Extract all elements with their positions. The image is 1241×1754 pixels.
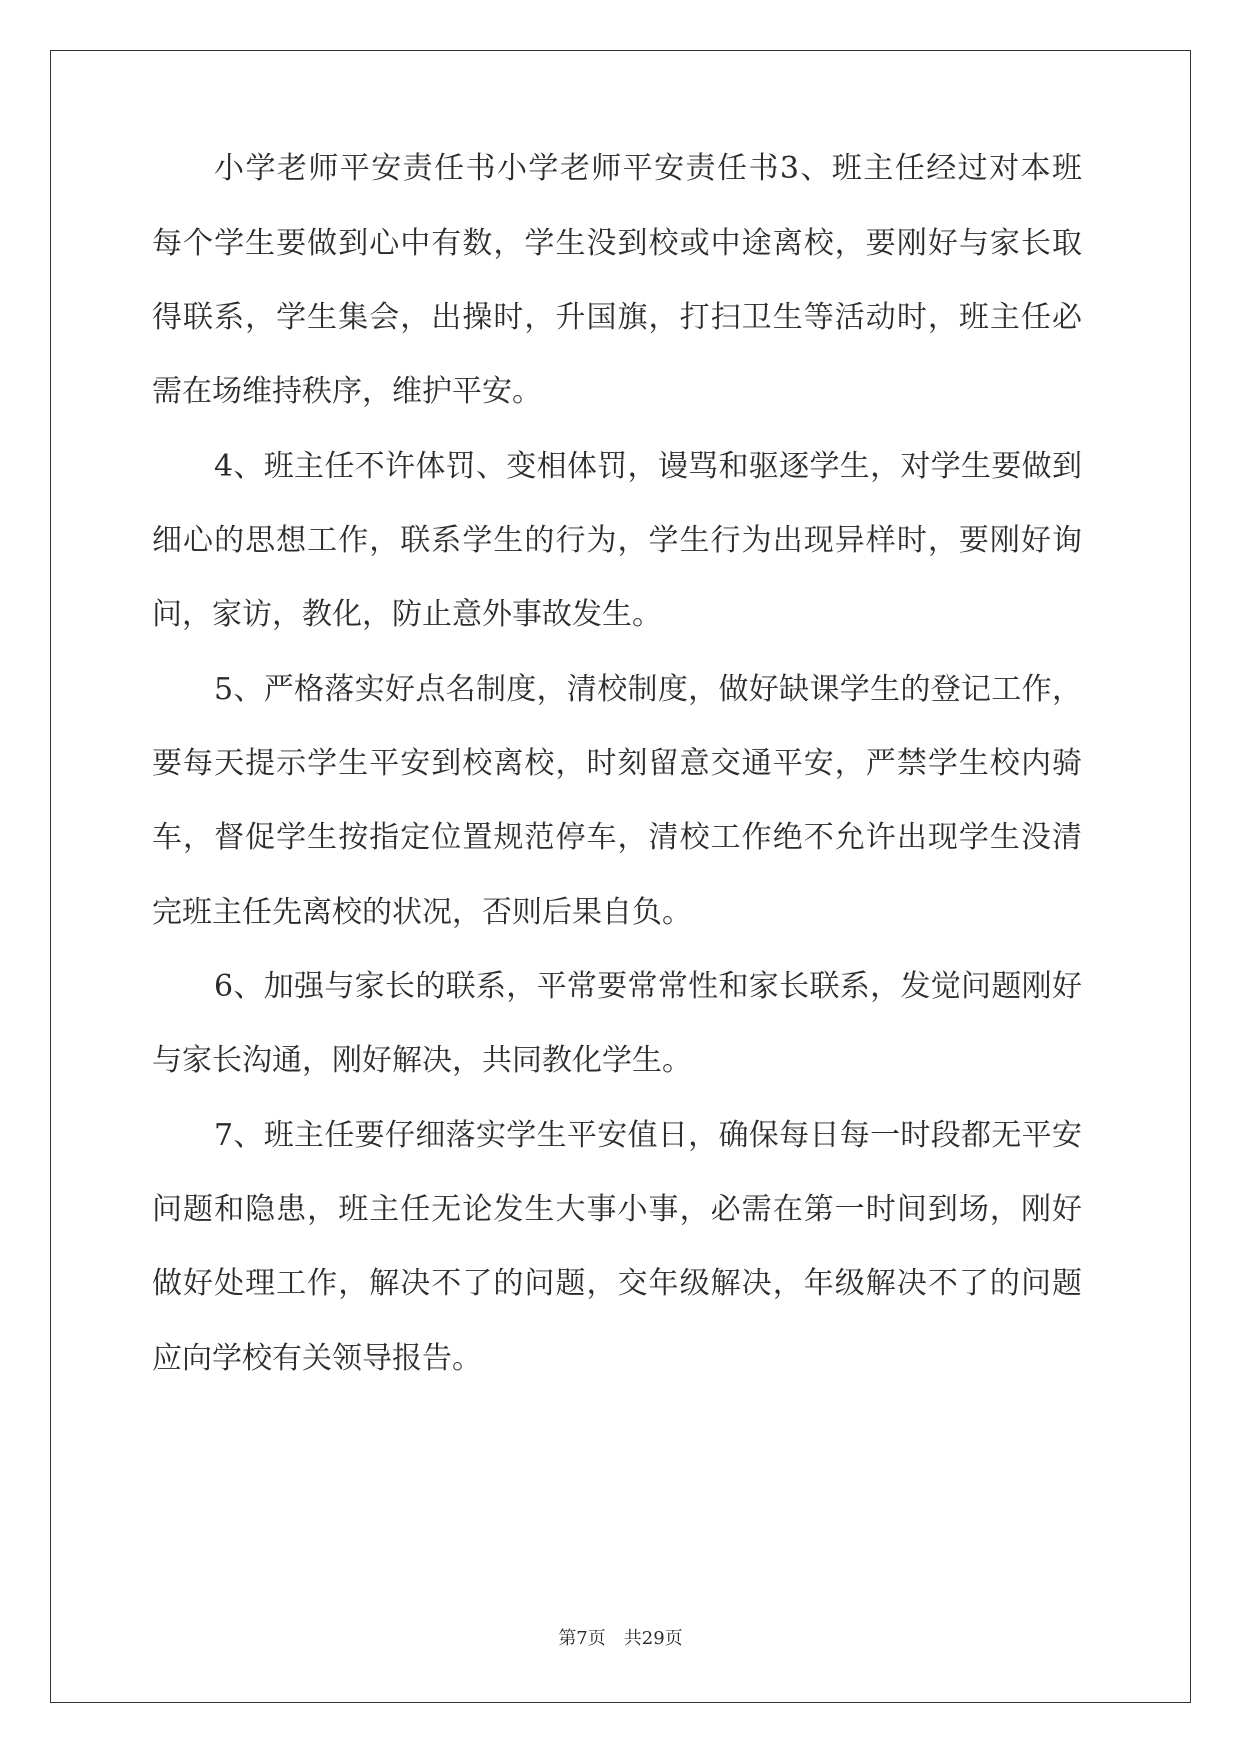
- paragraph-3-line-4: 需在场维持秩序，维护平安。: [152, 374, 542, 409]
- paragraph-7-line-2: 问题和隐患，班主任无论发生大事小事，必需在第一时间到场，刚好: [152, 1192, 1082, 1227]
- page-number: 第7页 共29页: [558, 1628, 683, 1649]
- paragraph-5-line-2: 要每天提示学生平安到校离校，时刻留意交通平安，严禁学生校内骑: [152, 746, 1082, 781]
- paragraph-7-line-4: 应向学校有关领导报告。: [152, 1341, 482, 1376]
- paragraph-6-line-2: 与家长沟通，刚好解决，共同教化学生。: [152, 1043, 692, 1078]
- paragraph-5-line-4: 完班主任先离校的状况，否则后果自负。: [152, 895, 692, 930]
- paragraph-7-line-1: 7、班主任要仔细落实学生平安值日，确保每日每一时段都无平安: [214, 1118, 1082, 1153]
- paragraph-4-line-1: 4、班主任不许体罚、变相体罚，谩骂和驱逐学生，对学生要做到: [214, 449, 1082, 484]
- paragraph-4-line-2: 细心的思想工作，联系学生的行为，学生行为出现异样时，要刚好询: [152, 523, 1082, 558]
- paragraph-4-line-3: 问，家访，教化，防止意外事故发生。: [152, 597, 662, 632]
- paragraph-3-line-3: 得联系，学生集会，出操时，升国旗，打扫卫生等活动时，班主任必: [152, 300, 1082, 335]
- paragraph-3-line-2: 每个学生要做到心中有数，学生没到校或中途离校，要刚好与家长取: [152, 226, 1082, 261]
- paragraph-3-line-1: 小学老师平安责任书小学老师平安责任书3、班主任经过对本班: [214, 151, 1082, 186]
- paragraph-7-line-3: 做好处理工作，解决不了的问题，交年级解决，年级解决不了的问题: [152, 1266, 1082, 1301]
- paragraph-5-line-3: 车，督促学生按指定位置规范停车，清校工作绝不允许出现学生没清: [152, 820, 1082, 855]
- paragraph-5-line-1: 5、严格落实好点名制度，清校制度，做好缺课学生的登记工作，: [214, 672, 1082, 707]
- paragraph-6-line-1: 6、加强与家长的联系，平常要常常性和家长联系，发觉问题刚好: [214, 969, 1082, 1004]
